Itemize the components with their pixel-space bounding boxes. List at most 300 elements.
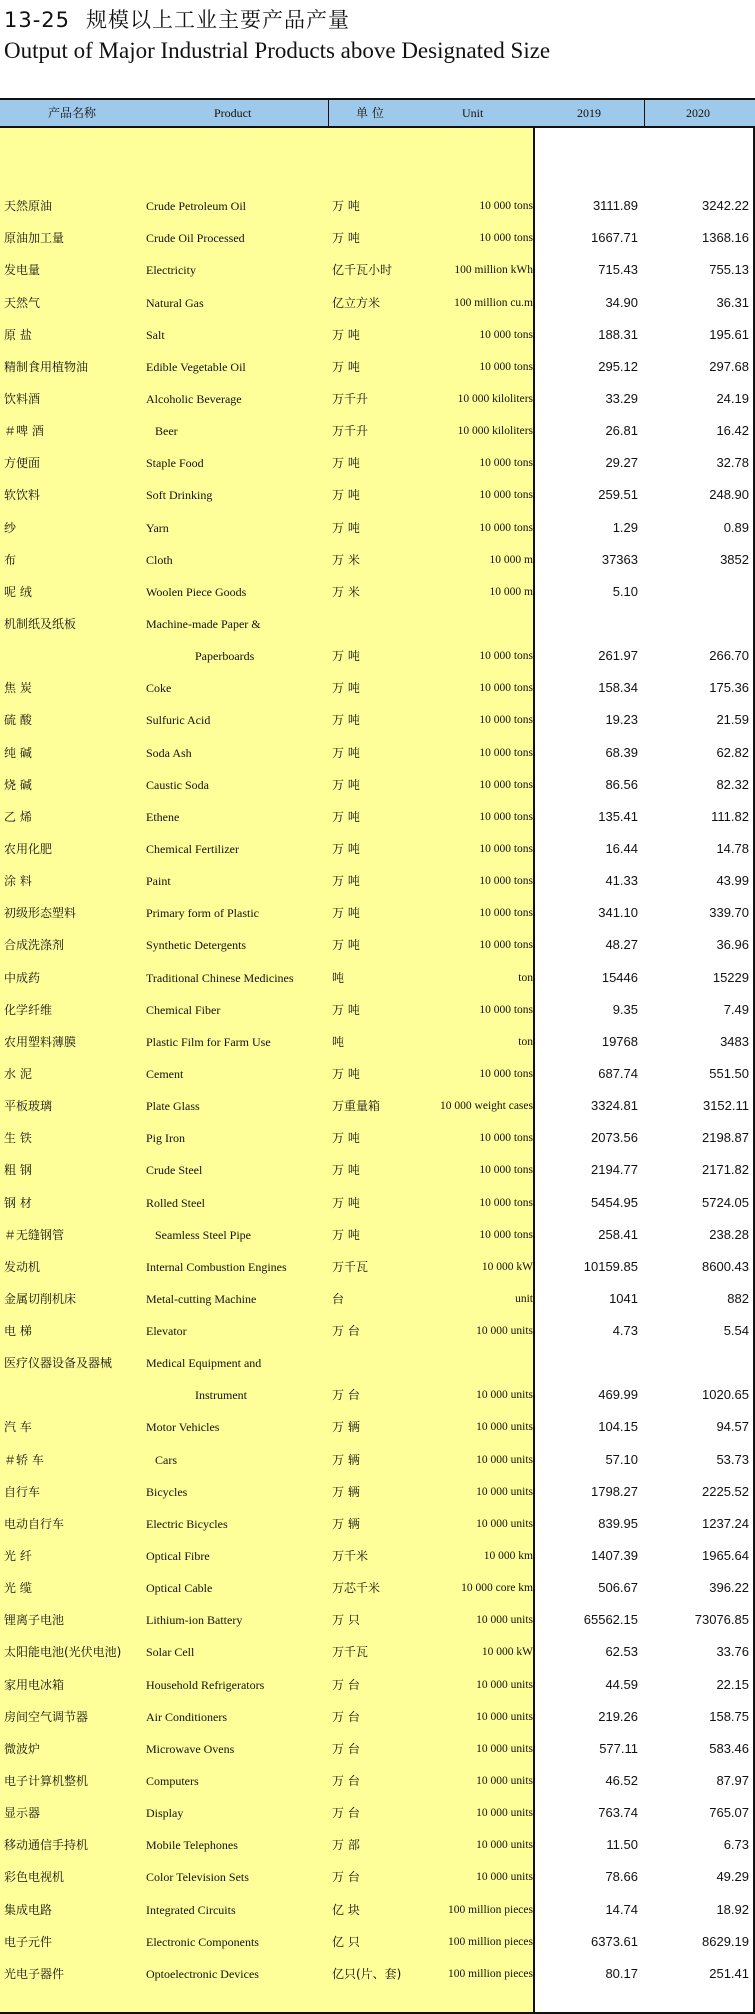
value-2020: 16.42 <box>716 423 749 439</box>
product-name-cn: 医疗仪器设备及器械 <box>4 1356 113 1371</box>
unit-cn: 万 吨 <box>332 938 360 953</box>
value-2019: 341.10 <box>598 905 638 921</box>
unit-en: 10 000 units <box>476 1871 533 1884</box>
value-2019: 33.29 <box>605 390 638 406</box>
product-name-cn: 平板玻璃 <box>4 1099 53 1114</box>
unit-en: 10 000 tons <box>479 1228 533 1241</box>
product-name-en: Lithium-ion Battery <box>146 1613 243 1628</box>
unit-en: 10 000 tons <box>479 907 533 920</box>
table-row <box>0 865 755 897</box>
unit-en: 10 000 tons <box>479 521 533 534</box>
value-2019: 687.74 <box>598 1065 638 1081</box>
value-2020: 111.82 <box>711 808 749 824</box>
unit-en: 10 000 units <box>476 1325 533 1338</box>
unit-cn: 万 台 <box>332 1774 360 1789</box>
table-title-cn <box>4 6 550 34</box>
product-name-en: Metal-cutting Machine <box>146 1291 257 1306</box>
unit-cn: 万 吨 <box>332 1163 360 1178</box>
unit-cn: 万千瓦 <box>332 1645 369 1660</box>
product-name-en: Color Television Sets <box>146 1870 249 1885</box>
value-2020: 238.28 <box>709 1226 749 1242</box>
product-name-en: Medical Equipment and <box>146 1356 262 1371</box>
unit-en: 10 000 units <box>476 1517 533 1530</box>
product-name-en: Electricity <box>146 263 196 278</box>
table-row <box>0 447 755 479</box>
product-name-en: Motor Vehicles <box>146 1420 220 1435</box>
value-2020: 195.61 <box>709 326 749 342</box>
unit-en: 10 000 core km <box>461 1582 533 1595</box>
table-row <box>0 897 755 929</box>
value-2019: 5.10 <box>612 583 638 599</box>
value-2020: 43.99 <box>716 873 749 889</box>
unit-cn: 吨 <box>332 970 345 985</box>
product-name-cn: ＃无缝钢管 <box>4 1227 65 1242</box>
product-name-cn: 纱 <box>4 520 17 535</box>
value-2020: 396.22 <box>709 1580 749 1596</box>
product-name-en: Plastic Film for Farm Use <box>146 1034 271 1049</box>
unit-en: 10 000 tons <box>479 489 533 502</box>
unit-en: 100 million pieces <box>448 1903 533 1916</box>
table-row <box>0 1861 755 1893</box>
value-2019: 506.67 <box>598 1580 638 1596</box>
product-name-en: Integrated Circuits <box>146 1902 236 1917</box>
value-2019: 5454.95 <box>591 1194 638 1210</box>
unit-cn: 万芯千米 <box>332 1581 381 1596</box>
table-row <box>0 801 755 833</box>
value-2020: 87.97 <box>716 1773 749 1789</box>
value-2019: 19.23 <box>605 712 638 728</box>
value-2020: 0.89 <box>723 519 749 535</box>
product-name-cn: 光电子器件 <box>4 1966 65 1981</box>
value-2020: 2225.52 <box>702 1483 749 1499</box>
product-name-en: Paperboards <box>195 649 255 664</box>
value-2019: 44.59 <box>605 1676 638 1692</box>
unit-cn: 万 吨 <box>332 520 360 535</box>
product-name-en: Household Refrigerators <box>146 1677 265 1692</box>
value-2020: 49.29 <box>716 1869 749 1885</box>
product-name-en: Internal Combustion Engines <box>146 1259 287 1274</box>
value-2019: 295.12 <box>598 358 638 374</box>
table-row <box>0 1476 755 1508</box>
header-cn-name: 产品名称 <box>48 106 97 120</box>
unit-en: 10 000 units <box>476 1614 533 1627</box>
value-2019: 2073.56 <box>591 1130 638 1146</box>
product-name-en: Paint <box>146 874 171 889</box>
table-row <box>0 1154 755 1186</box>
unit-cn: 万 吨 <box>332 745 360 760</box>
unit-en: 10 000 units <box>476 1807 533 1820</box>
product-name-cn: 机制纸及纸板 <box>4 616 77 631</box>
unit-en: 100 million pieces <box>448 1935 533 1948</box>
value-2020: 5.54 <box>723 1323 749 1339</box>
title-block <box>4 6 550 66</box>
product-name-en: Natural Gas <box>146 295 204 310</box>
unit-cn: 万 台 <box>332 1677 360 1692</box>
value-2019: 763.74 <box>598 1805 638 1821</box>
table-row <box>0 512 755 544</box>
unit-cn: 万 吨 <box>332 1131 360 1146</box>
table-row <box>0 1315 755 1347</box>
header-product: Product <box>214 106 252 120</box>
table-row <box>0 190 755 222</box>
value-2019: 6373.61 <box>591 1933 638 1949</box>
unit-cn: 万 吨 <box>332 359 360 374</box>
value-2020: 248.90 <box>709 487 749 503</box>
table-row <box>0 1251 755 1283</box>
product-name-en: Chemical Fertilizer <box>146 841 239 856</box>
product-name-en: Edible Vegetable Oil <box>146 359 246 374</box>
product-name-cn: 显示器 <box>4 1806 41 1821</box>
product-name-en: Elevator <box>146 1324 187 1339</box>
value-2019: 80.17 <box>605 1965 638 1981</box>
product-name-en: Bicycles <box>146 1484 188 1499</box>
unit-cn: 万 台 <box>332 1388 360 1403</box>
product-name-en: Salt <box>146 327 165 342</box>
product-name-cn: 纯 碱 <box>4 745 32 760</box>
unit-cn: 万 吨 <box>332 713 360 728</box>
product-name-cn: 原 盐 <box>4 327 32 342</box>
product-name-cn: 布 <box>4 552 17 567</box>
table-row <box>0 994 755 1026</box>
value-2020: 73076.85 <box>694 1612 749 1628</box>
product-name-cn: 太阳能电池(光伏电池) <box>4 1645 122 1660</box>
product-name-en: Instrument <box>195 1388 247 1403</box>
product-name-en: Computers <box>146 1774 199 1789</box>
value-2019: 715.43 <box>598 262 638 278</box>
table-row <box>0 1829 755 1861</box>
value-2019: 41.33 <box>605 873 638 889</box>
table-row <box>0 1636 755 1668</box>
product-name-cn: 农用塑料薄膜 <box>4 1034 77 1049</box>
table-row <box>0 1411 755 1443</box>
product-name-en: Air Conditioners <box>146 1709 227 1724</box>
unit-cn: 万 吨 <box>332 1195 360 1210</box>
unit-en: 100 million kWh <box>454 264 533 277</box>
product-name-cn: 自行车 <box>4 1484 41 1499</box>
unit-en: 10 000 tons <box>479 875 533 888</box>
product-name-cn: 化学纤维 <box>4 1002 53 1017</box>
unit-en: 10 000 tons <box>479 1003 533 1016</box>
unit-cn: 吨 <box>332 1034 345 1049</box>
product-name-en: Seamless Steel Pipe <box>155 1227 251 1242</box>
unit-en: 10 000 kW <box>481 1260 533 1273</box>
value-2020: 3852 <box>720 551 749 567</box>
product-name-en: Crude Petroleum Oil <box>146 199 246 214</box>
product-name-cn: 汽 车 <box>4 1420 32 1435</box>
unit-cn: 万 吨 <box>332 874 360 889</box>
value-2020: 7.49 <box>723 1001 749 1017</box>
unit-cn: 亿立方米 <box>332 295 381 310</box>
unit-en: 10 000 tons <box>479 746 533 759</box>
unit-en: 10 000 kW <box>481 1646 533 1659</box>
product-name-en: Cloth <box>146 552 173 567</box>
unit-cn: 万 台 <box>332 1741 360 1756</box>
unit-en: 10 000 tons <box>479 328 533 341</box>
product-name-cn: 精制食用植物油 <box>4 359 89 374</box>
value-2020: 53.73 <box>716 1451 749 1467</box>
product-name-en: Solar Cell <box>146 1645 195 1660</box>
unit-en: 10 000 tons <box>479 200 533 213</box>
product-name-cn: 锂离子电池 <box>4 1613 65 1628</box>
product-name-cn: 发电量 <box>4 263 41 278</box>
table-title-cn-text: 规模以上工业主要产品产量 <box>86 8 351 32</box>
table-row <box>0 158 755 190</box>
table-row <box>0 1926 755 1958</box>
unit-en: 10 000 kiloliters <box>457 392 533 405</box>
unit-en: ton <box>518 971 533 984</box>
unit-cn: 台 <box>332 1291 345 1306</box>
table-row <box>0 544 755 576</box>
product-name-cn: 家用电冰箱 <box>4 1677 65 1692</box>
unit-cn: 万 米 <box>332 584 360 599</box>
value-2019: 2194.77 <box>591 1162 638 1178</box>
table-row <box>0 608 755 640</box>
value-2019: 14.74 <box>605 1901 638 1917</box>
unit-cn: 亿 只 <box>332 1934 360 1949</box>
unit-cn: 万千米 <box>332 1549 369 1564</box>
unit-cn: 万 辆 <box>332 1484 360 1499</box>
unit-en: 10 000 units <box>476 1389 533 1402</box>
table-row <box>0 672 755 704</box>
product-name-cn: 天然原油 <box>4 199 53 214</box>
value-2020: 21.59 <box>716 712 749 728</box>
table-row <box>0 1572 755 1604</box>
value-2019: 1798.27 <box>591 1483 638 1499</box>
unit-cn: 万 吨 <box>332 809 360 824</box>
unit-en: 10 000 tons <box>479 810 533 823</box>
header-2020: 2020 <box>686 106 710 120</box>
unit-en: 10 000 tons <box>479 1132 533 1145</box>
value-2020: 882 <box>727 1290 749 1306</box>
value-2020: 8600.43 <box>702 1258 749 1274</box>
value-2019: 839.95 <box>598 1515 638 1531</box>
unit-cn: 万 吨 <box>332 1227 360 1242</box>
value-2019: 259.51 <box>598 487 638 503</box>
unit-en: 10 000 m <box>489 585 533 598</box>
value-2019: 3324.81 <box>591 1098 638 1114</box>
product-name-en: Synthetic Detergents <box>146 938 247 953</box>
product-name-en: Staple Food <box>146 456 204 471</box>
value-2020: 1237.24 <box>702 1515 749 1531</box>
product-name-cn: ＃啤 酒 <box>4 424 44 439</box>
product-name-en: Cement <box>146 1066 184 1081</box>
unit-cn: 万 台 <box>332 1870 360 1885</box>
unit-en: 100 million cu.m <box>454 296 533 309</box>
product-name-cn: ＃轿 车 <box>4 1452 44 1467</box>
value-2020: 2198.87 <box>702 1130 749 1146</box>
table-row <box>0 962 755 994</box>
value-2019: 15446 <box>601 969 638 985</box>
value-2020: 6.73 <box>723 1837 749 1853</box>
unit-cn: 万 辆 <box>332 1452 360 1467</box>
table-row <box>0 640 755 672</box>
unit-en: 10 000 units <box>476 1775 533 1788</box>
product-name-cn: 光 缆 <box>4 1581 32 1596</box>
header-unit: Unit <box>462 106 484 120</box>
value-2019: 62.53 <box>605 1644 638 1660</box>
product-name-cn: 金属切削机床 <box>4 1291 77 1306</box>
value-2019: 78.66 <box>605 1869 638 1885</box>
product-name-en: Sulfuric Acid <box>146 713 211 728</box>
unit-en: unit <box>515 1292 533 1305</box>
value-2020: 3242.22 <box>702 198 749 214</box>
product-name-en: Soft Drinking <box>146 488 213 503</box>
product-name-en: Beer <box>155 424 178 439</box>
value-2020: 3483 <box>720 1033 749 1049</box>
value-2020: 8629.19 <box>702 1933 749 1949</box>
table-row <box>0 287 755 319</box>
table-body <box>0 158 755 1990</box>
value-2020: 2171.82 <box>702 1162 749 1178</box>
value-2020: 94.57 <box>716 1419 749 1435</box>
product-name-en: Crude Steel <box>146 1163 203 1178</box>
unit-cn: 万 吨 <box>332 841 360 856</box>
value-2019: 10159.85 <box>583 1258 638 1274</box>
value-2019: 9.35 <box>612 1001 638 1017</box>
table-number: 13-25 <box>4 8 71 32</box>
table-row <box>0 222 755 254</box>
product-name-cn: 初级形态塑料 <box>4 906 77 921</box>
table-row <box>0 1347 755 1379</box>
table-row <box>0 254 755 286</box>
product-name-en: Woolen Piece Goods <box>146 584 247 599</box>
header-2019: 2019 <box>577 106 601 120</box>
product-name-cn: 乙 烯 <box>4 809 32 824</box>
table-row <box>0 1540 755 1572</box>
unit-en: 10 000 tons <box>479 778 533 791</box>
value-2020: 36.31 <box>716 294 749 310</box>
unit-en: 10 000 weight cases <box>440 1100 533 1113</box>
product-name-en: Rolled Steel <box>146 1195 205 1210</box>
unit-cn: 万 辆 <box>332 1516 360 1531</box>
value-2020: 62.82 <box>716 744 749 760</box>
value-2020: 18.92 <box>716 1901 749 1917</box>
unit-cn: 万 吨 <box>332 1066 360 1081</box>
value-2019: 68.39 <box>605 744 638 760</box>
product-name-cn: 发动机 <box>4 1259 41 1274</box>
value-2019: 1.29 <box>612 519 638 535</box>
value-2019: 26.81 <box>605 423 638 439</box>
unit-cn: 亿只(片、套) <box>332 1966 402 1981</box>
table-row <box>0 1026 755 1058</box>
product-name-cn: 呢 绒 <box>4 584 32 599</box>
unit-en: 10 000 tons <box>479 714 533 727</box>
value-2019: 29.27 <box>605 455 638 471</box>
unit-cn: 万千升 <box>332 391 369 406</box>
unit-en: 10 000 units <box>476 1742 533 1755</box>
product-name-en: Primary form of Plastic <box>146 906 259 921</box>
header-separator <box>328 100 329 126</box>
unit-cn: 万 吨 <box>332 231 360 246</box>
unit-cn: 万 台 <box>332 1709 360 1724</box>
value-2020: 15229 <box>712 969 749 985</box>
value-2020: 583.46 <box>709 1740 749 1756</box>
unit-cn: 万 部 <box>332 1838 360 1853</box>
product-name-en: Electric Bicycles <box>146 1516 228 1531</box>
product-name-en: Coke <box>146 681 172 696</box>
unit-cn: 万 吨 <box>332 327 360 342</box>
table-row <box>0 1058 755 1090</box>
value-2020: 1368.16 <box>702 230 749 246</box>
table-row <box>0 704 755 736</box>
table-row <box>0 1122 755 1154</box>
unit-cn: 万千瓦 <box>332 1259 369 1274</box>
unit-en: 10 000 units <box>476 1839 533 1852</box>
table-row <box>0 319 755 351</box>
unit-en: 10 000 tons <box>479 360 533 373</box>
unit-en: 10 000 units <box>476 1678 533 1691</box>
value-2020: 14.78 <box>716 840 749 856</box>
unit-en: 10 000 tons <box>479 939 533 952</box>
table-row <box>0 1733 755 1765</box>
product-name-cn: 电子元件 <box>4 1934 53 1949</box>
unit-cn: 万 米 <box>332 552 360 567</box>
table-row <box>0 1669 755 1701</box>
product-name-cn: 饮料酒 <box>4 391 41 406</box>
value-2020: 36.96 <box>716 937 749 953</box>
product-name-en: Caustic Soda <box>146 777 209 792</box>
table-row <box>0 769 755 801</box>
value-2019: 219.26 <box>598 1708 638 1724</box>
unit-cn: 亿千瓦小时 <box>332 263 393 278</box>
value-2019: 34.90 <box>605 294 638 310</box>
product-name-cn: 烧 碱 <box>4 777 32 792</box>
unit-cn: 万 只 <box>332 1613 360 1628</box>
unit-cn: 万 吨 <box>332 199 360 214</box>
value-2019: 577.11 <box>599 1740 638 1756</box>
value-2020: 765.07 <box>709 1805 749 1821</box>
table-row <box>0 1187 755 1219</box>
table-row <box>0 737 755 769</box>
product-name-en: Optical Cable <box>146 1581 213 1596</box>
product-name-cn: 电动自行车 <box>4 1516 65 1531</box>
unit-en: 10 000 tons <box>479 842 533 855</box>
table-row <box>0 1604 755 1636</box>
data-table <box>0 98 755 2014</box>
table-row <box>0 1765 755 1797</box>
unit-cn: 万 台 <box>332 1806 360 1821</box>
product-name-en: Machine-made Paper & <box>146 616 261 631</box>
value-2020: 22.15 <box>716 1676 749 1692</box>
unit-en: 10 000 tons <box>479 1067 533 1080</box>
unit-en: 10 000 tons <box>479 682 533 695</box>
value-2019: 1407.39 <box>591 1548 638 1564</box>
table-row <box>0 1894 755 1926</box>
table-row <box>0 1958 755 1990</box>
unit-cn: 万 吨 <box>332 649 360 664</box>
value-2019: 1667.71 <box>591 230 638 246</box>
unit-en: 10 000 units <box>476 1421 533 1434</box>
product-name-en: Ethene <box>146 809 180 824</box>
product-name-cn: 生 铁 <box>4 1131 32 1146</box>
value-2019: 57.10 <box>605 1451 638 1467</box>
product-name-cn: 彩色电视机 <box>4 1870 65 1885</box>
value-2019: 469.99 <box>598 1387 638 1403</box>
unit-cn: 万 吨 <box>332 1002 360 1017</box>
product-name-cn: 光 纤 <box>4 1549 32 1564</box>
table-row <box>0 1797 755 1829</box>
value-2019: 3111.89 <box>592 198 638 214</box>
table-row <box>0 351 755 383</box>
unit-en: 10 000 tons <box>479 232 533 245</box>
table-row <box>0 833 755 865</box>
product-name-cn: 钢 材 <box>4 1195 32 1210</box>
product-name-en: Mobile Telephones <box>146 1838 238 1853</box>
table-row <box>0 1219 755 1251</box>
unit-en: ton <box>518 1035 533 1048</box>
value-2019: 11.50 <box>606 1837 638 1853</box>
product-name-en: Optical Fibre <box>146 1549 210 1564</box>
